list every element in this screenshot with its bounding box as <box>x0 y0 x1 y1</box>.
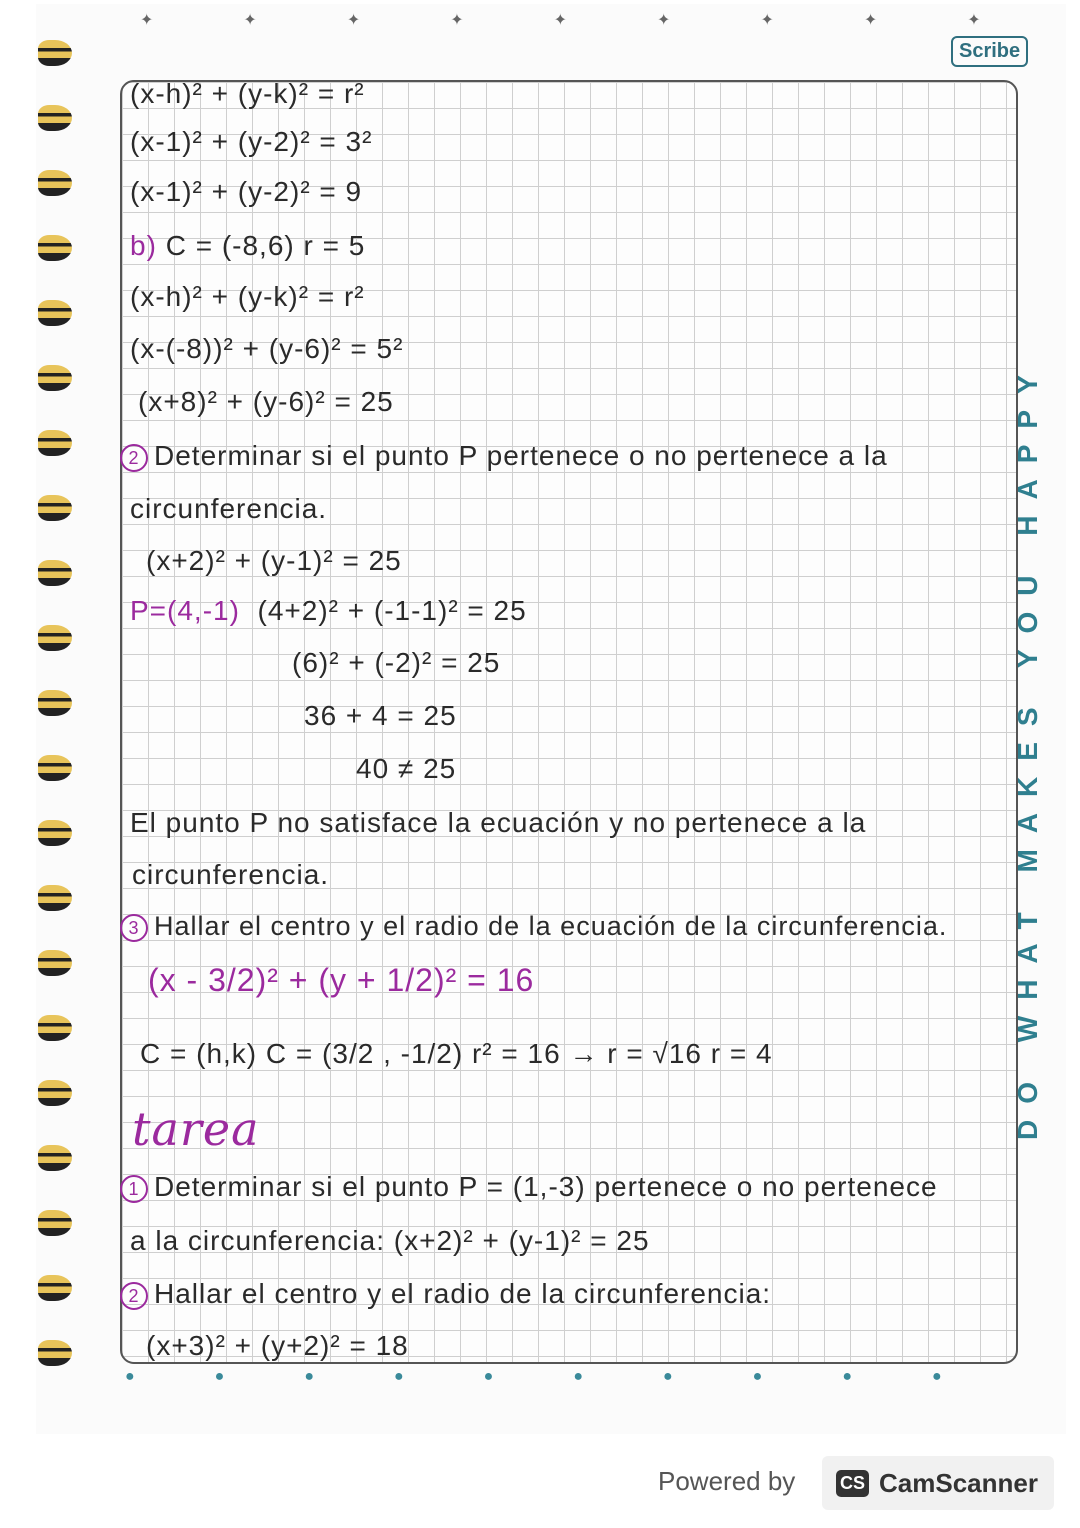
note-line: (x-h)² + (y-k)² = r² <box>130 281 365 312</box>
side-quote: DO WHAT MAKES YOU HAPPY <box>1012 359 1043 1140</box>
note-text: C = (-8,6) r = 5 <box>165 230 366 261</box>
spiral-ring <box>38 560 72 586</box>
note-line <box>130 595 527 627</box>
number-circle: 2 <box>120 444 148 472</box>
note-text: Hallar el centro y el radio de la ecuación de la circunferencia. <box>154 911 948 941</box>
spiral-ring <box>38 365 72 391</box>
bottom-dots: ●●●●●●●●●● <box>125 1368 1022 1385</box>
note-line <box>120 911 947 942</box>
powered-by-text: Powered by <box>658 1466 796 1496</box>
note-line: 36 + 4 = 25 <box>304 700 457 731</box>
item-label-b: b) <box>130 230 157 261</box>
note-text: (4+2)² + (-1-1)² = 25 <box>257 595 527 626</box>
note-line: (x-1)² + (y-2)² = 9 <box>130 176 363 207</box>
spiral-ring <box>38 950 72 976</box>
spiral-ring <box>38 40 72 66</box>
note-line: 40 ≠ 25 <box>356 753 457 784</box>
note-line: (x-(-8))² + (y-6)² = 5² <box>130 333 404 364</box>
spiral-ring <box>38 1015 72 1041</box>
camscanner-name: CamScanner <box>879 1467 1038 1498</box>
note-line: (x+2)² + (y-1)² = 25 <box>146 545 402 576</box>
spiral-ring <box>38 300 72 326</box>
spiral-ring <box>38 1080 72 1106</box>
spiral-ring <box>38 755 72 781</box>
number-circle: 1 <box>120 1175 148 1203</box>
note-line: circunferencia. <box>132 859 330 890</box>
note-line <box>120 440 888 472</box>
spiral-ring <box>38 1145 72 1171</box>
note-line: a la circunferencia: (x+2)² + (y-1)² = 25 <box>130 1225 650 1256</box>
spiral-ring <box>38 495 72 521</box>
spiral-ring <box>38 690 72 716</box>
spiral-ring <box>38 105 72 131</box>
note-line: (x+3)² + (y+2)² = 18 <box>146 1330 409 1361</box>
note-line: El punto P no satisface la ecuación y no pertenece a la <box>130 807 867 838</box>
number-circle: 2 <box>120 1282 148 1310</box>
spiral-ring <box>38 430 72 456</box>
star-dots: ✦✦✦✦✦✦✦✦✦ <box>140 12 1071 29</box>
note-text: Determinar si el punto P = (1,-3) pertenece o no pertenece <box>154 1171 938 1202</box>
spiral-ring <box>38 1210 72 1236</box>
spiral-ring <box>38 820 72 846</box>
note-line: circunferencia. <box>130 493 328 524</box>
spiral-ring <box>38 625 72 651</box>
note-text: Determinar si el punto P pertenece o no pertenece a la <box>154 440 888 471</box>
tarea-heading: tarea <box>132 1102 260 1156</box>
spiral-ring <box>38 1275 72 1301</box>
note-line: (x-1)² + (y-2)² = 3² <box>130 126 373 157</box>
spiral-ring <box>38 170 72 196</box>
note-line: (x - 3/2)² + (y + 1/2)² = 16 <box>148 962 535 998</box>
note-line: (x+8)² + (y-6)² = 25 <box>138 386 394 417</box>
scribe-badge: Scribe <box>951 36 1028 67</box>
note-line: (x-h)² + (y-k)² = r² <box>130 78 365 109</box>
note-line <box>130 230 365 262</box>
spiral-ring <box>38 235 72 261</box>
note-text: Hallar el centro y el radio de la circunferencia: <box>154 1278 772 1309</box>
spiral-ring <box>38 1340 72 1366</box>
note-line <box>120 1278 771 1310</box>
note-line <box>120 1171 938 1203</box>
point-label: P=(4,-1) <box>130 595 240 626</box>
number-circle: 3 <box>120 914 148 942</box>
camscanner-logo-icon: CS <box>836 1470 869 1497</box>
spiral-ring <box>38 885 72 911</box>
camscanner-brand <box>822 1456 1054 1510</box>
note-line: (6)² + (-2)² = 25 <box>292 647 501 678</box>
note-line: C = (h,k) C = (3/2 , -1/2) r² = 16 → r = √16 r = 4 <box>140 1038 773 1069</box>
